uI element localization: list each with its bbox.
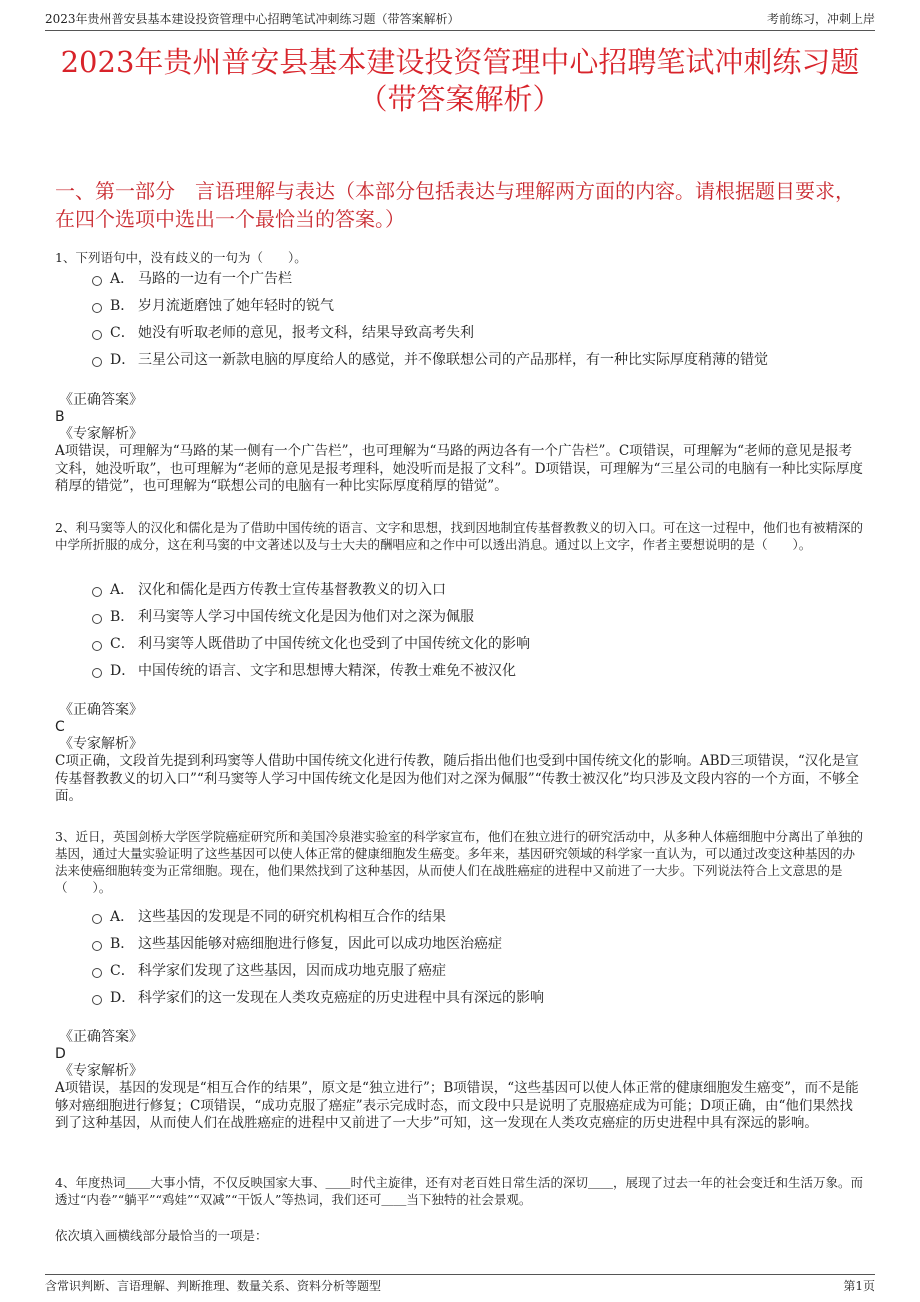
option-c[interactable]: C． 她没有听取老师的意见，报考文科，结果导致高考失利 — [92, 318, 880, 345]
document-title — [40, 44, 880, 118]
question-stem: 3、近日，英国剑桥大学医学院癌症研究所和美国冷泉港实验室的科学家宣布，他们在独立进行的研究活动中，从多种人体癌细胞中分离出了单独的基因，通过大量实验证明了这些基因可以使人体正常的健康细胞发生癌变。多年来，基因研究领域的科学家一直认为，可以通过改变这种基因的办法来使癌细胞转变为正常细胞。现在，他们果然找到了这种基因，从而使人们在战胜癌症的进程中又前进了一大步。下列说法符合上文意思的是（ ）。 — [55, 829, 863, 895]
answer-value: B — [55, 409, 65, 425]
option-d[interactable]: D． 中国传统的语言、文字和思想博大精深，传教士难免不被汉化 — [92, 656, 880, 683]
question-prompt: 依次填入画横线部分最恰当的一项是： — [55, 1228, 268, 1243]
answer-label: 《正确答案》 — [59, 392, 143, 408]
radio-icon[interactable] — [92, 330, 102, 340]
page-number: 第1页 — [843, 1279, 875, 1293]
option-list — [92, 902, 880, 1010]
answer-value: D — [55, 1046, 66, 1062]
analysis-label: 《专家解析》 — [59, 1063, 143, 1079]
option-list — [92, 575, 880, 683]
footer-note: 含常识判断、言语理解、判断推理、数量关系、资料分析等题型 — [45, 1279, 382, 1293]
answer-value: C — [55, 719, 65, 735]
option-b[interactable]: B． 利马窦等人学习中国传统文化是因为他们对之深为佩服 — [92, 602, 880, 629]
radio-icon[interactable] — [92, 668, 102, 678]
radio-icon[interactable] — [92, 276, 102, 286]
option-b[interactable]: B． 这些基因能够对癌细胞进行修复，因此可以成功地医治癌症 — [92, 929, 880, 956]
question-stem: 1、下列语句中，没有歧义的一句为（ ）。 — [55, 250, 307, 265]
analysis-label: 《专家解析》 — [59, 426, 143, 442]
option-a[interactable]: A． 汉化和儒化是西方传教士宣传基督教教义的切入口 — [92, 575, 880, 602]
title-line-1: 2023年贵州普安县基本建设投资管理中心招聘笔试冲刺练习题 — [60, 45, 860, 79]
radio-icon[interactable] — [92, 914, 102, 924]
option-a[interactable]: A． 这些基因的发现是不同的研究机构相互合作的结果 — [92, 902, 880, 929]
option-d[interactable]: D． 三星公司这一新款电脑的厚度给人的感觉，并不像联想公司的产品那样，有一种比实际厚度稍薄的错觉 — [92, 345, 880, 372]
option-c[interactable]: C． 利马窦等人既借助了中国传统文化也受到了中国传统文化的影响 — [92, 629, 880, 656]
option-list — [92, 264, 880, 372]
page-footer — [45, 1274, 875, 1294]
page-header — [45, 10, 875, 31]
radio-icon[interactable] — [92, 641, 102, 651]
answer-label: 《正确答案》 — [59, 702, 143, 718]
answer-block — [55, 702, 865, 806]
option-b[interactable]: B． 岁月流逝磨蚀了她年轻时的锐气 — [92, 291, 880, 318]
analysis-label: 《专家解析》 — [59, 736, 143, 752]
analysis-text: C项正确，文段首先提到利玛窦等人借助中国传统文化进行传教，随后指出他们也受到中国传统文化的影响。ABD三项错误，“汉化是宣传基督教教义的切入口”“利马窦等人学习中国传统文化是因为他们对之深为佩服”“传教士被汉化”均只涉及文段内容的一个方面，不够全面。 — [55, 753, 860, 804]
radio-icon[interactable] — [92, 941, 102, 951]
radio-icon[interactable] — [92, 357, 102, 367]
analysis-text: A项错误，基因的发现是“相互合作的结果”，原文是“独立进行”；B项错误，“这些基因可以使人体正常的健康细胞发生癌变”，而不是能够对癌细胞进行修复；C项错误，“成功克服了癌症”表示完成时态，而文段中只是说明了克服癌症成为可能；D项正确，由“他们果然找到了这种基因，从而使人们在战胜癌症的进程中又前进了一大步”可知，这一发现在人类攻克癌症的历史进程中具有深远的影响。 — [55, 1080, 859, 1131]
answer-block — [55, 392, 865, 496]
question-stem: 2、利马窦等人的汉化和儒化是为了借助中国传统的语言、文字和思想，找到因地制宜传基督教教义的切入口。可在这一过程中，他们也有被精深的中学所折服的成分，这在利马窦的中文著述以及与士大夫的酬唱应和之作中可以透出消息。通过以上文字，作者主要想说明的是（ ）。 — [55, 520, 863, 552]
radio-icon[interactable] — [92, 995, 102, 1005]
header-slogan: 考前练习，冲刺上岸 — [766, 12, 875, 26]
section-heading: 一、第一部分 言语理解与表达（本部分包括表达与理解两方面的内容。请根据题目要求，在四个选项中选出一个最恰当的答案。） — [55, 179, 855, 231]
option-d[interactable]: D． 科学家们的这一发现在人类攻克癌症的历史进程中具有深远的影响 — [92, 983, 880, 1010]
answer-block — [55, 1029, 865, 1133]
title-line-2: （带答案解析） — [358, 82, 562, 116]
radio-icon[interactable] — [92, 587, 102, 597]
header-title: 2023年贵州普安县基本建设投资管理中心招聘笔试冲刺练习题（带答案解析） — [45, 12, 460, 26]
question-stem: 4、年度热词＿＿大事小情，不仅反映国家大事、＿＿时代主旋律，还有对老百姓日常生活的深切＿＿，展现了过去一年的社会变迁和生活万象。而透过“内卷”“躺平”“鸡娃”“双减”“干饭人”等热词，我们还可＿＿当下独特的社会景观。 — [55, 1175, 863, 1207]
answer-label: 《正确答案》 — [59, 1029, 143, 1045]
radio-icon[interactable] — [92, 614, 102, 624]
radio-icon[interactable] — [92, 303, 102, 313]
radio-icon[interactable] — [92, 968, 102, 978]
option-c[interactable]: C． 科学家们发现了这些基因，因而成功地克服了癌症 — [92, 956, 880, 983]
option-a[interactable]: A． 马路的一边有一个广告栏 — [92, 264, 880, 291]
analysis-text: A项错误，可理解为“马路的某一侧有一个广告栏”，也可理解为“马路的两边各有一个广告栏”。C项错误，可理解为“老师的意见是报考文科，她没听取”，也可理解为“老师的意见是报考理科，她没听而是报了文科”。D项错误，可理解为“三星公司的电脑有一种比实际厚度稍厚的错觉”，也可理解为“联想公司的电脑有一种比实际厚度稍厚的错觉”。 — [55, 443, 863, 494]
